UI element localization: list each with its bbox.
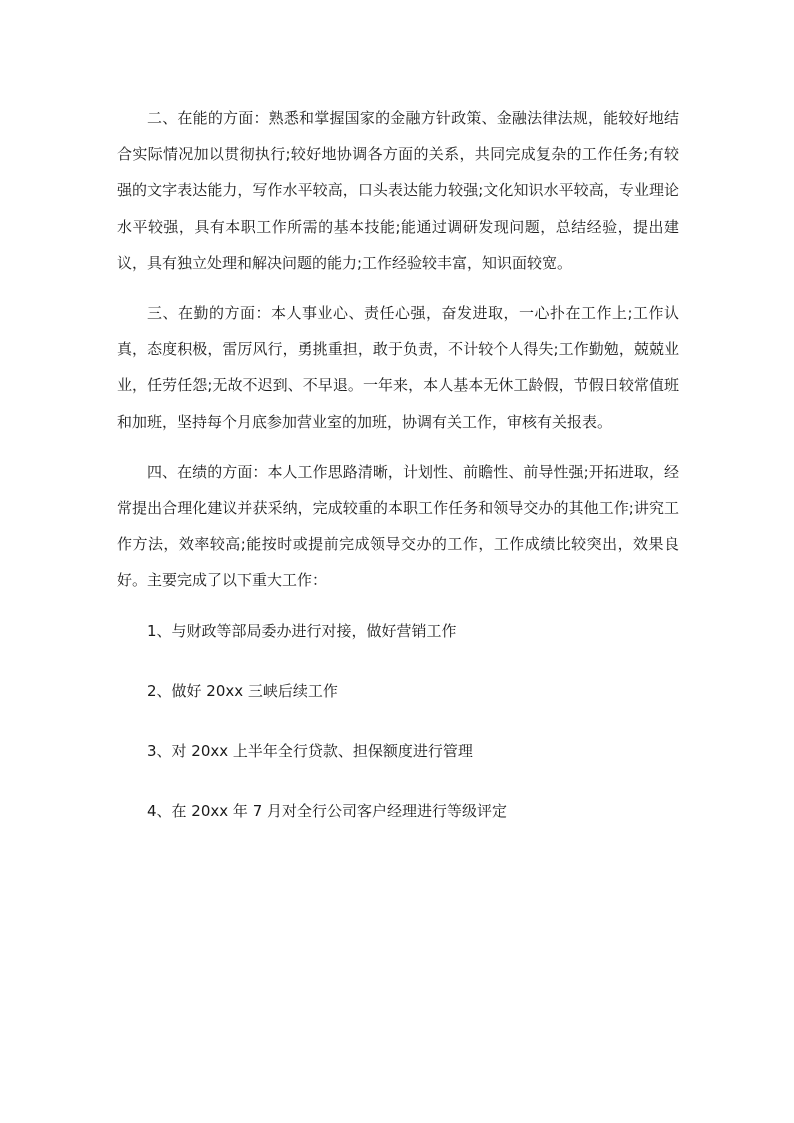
paragraph-ability: 二、在能的方面：熟悉和掌握国家的金融方针政策、金融法律法规，能较好地结合实际情况加以贯彻执行;较好地协调各方面的关系，共同完成复杂的工作任务;有较强的文字表达能力，写作水平较高，口头表达能力较强;文化知识水平较高，专业理论水平较强，具有本职工作所需的基本技能;能通过调研发现问题，总结经验，提出建议，具有独立处理和解决问题的能力;工作经验较丰富，知识面较宽。 xyxy=(117,109,679,272)
document-body xyxy=(117,100,679,853)
paragraph-diligence: 三、在勤的方面：本人事业心、责任心强，奋发进取，一心扑在工作上;工作认真，态度积极，雷厉风行，勇挑重担，敢于负责，不计较个人得失;工作勤勉，兢兢业业，任劳任怨;无故不迟到、不早退。一年来，本人基本无休工龄假，节假日较常值班和加班，坚持每个月底参加营业室的加班，协调有关工作，审核有关报表。 xyxy=(117,304,679,431)
list-item: 1、与财政等部局委办进行对接，做好营销工作 xyxy=(147,621,457,640)
paragraph-performance: 四、在绩的方面：本人工作思路清晰，计划性、前瞻性、前导性强;开拓进取，经常提出合理化建议并获采纳，完成较重的本职工作任务和领导交办的其他工作;讲究工作方法，效率较高;能按时或提前完成领导交办的工作，工作成绩比较突出，效果良好。主要完成了以下重大工作： xyxy=(117,462,679,590)
list-item: 2、做好 20xx 三峡后续工作 xyxy=(147,681,338,700)
list-item: 4、在 20xx 年 7 月对全行公司客户经理进行等级评定 xyxy=(147,802,508,821)
list-item: 3、对 20xx 上半年全行贷款、担保额度进行管理 xyxy=(147,742,473,761)
